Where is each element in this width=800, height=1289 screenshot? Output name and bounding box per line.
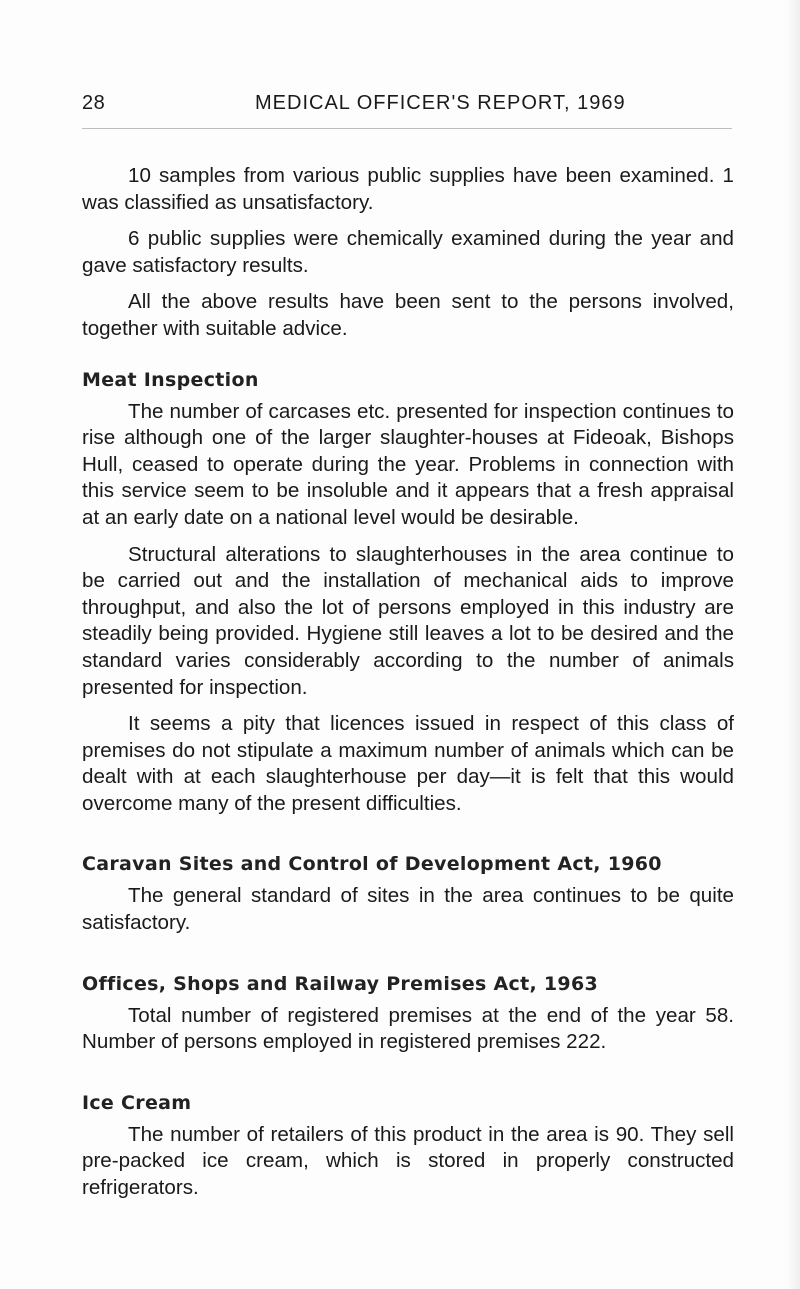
section-heading: Meat Inspection [82, 368, 259, 391]
paragraph: Structural alterations to slaughterhouses in the area continue to be carried out and the installation of mechanical aids to improve throughput, and also the lot of persons employed in this industry are steadily being provided. Hygiene still leaves a lot to be desired and the standard varies considerably according to the number of animals presented for inspection. [82, 542, 734, 699]
meat-inspection-section [82, 367, 734, 818]
page-edge-shadow [786, 0, 800, 1289]
paragraph: The general standard of sites in the area continues to be quite satisfactory. [82, 884, 734, 935]
paragraph: 10 samples from various public supplies have been examined. 1 was classified as unsatisfactory. [82, 164, 734, 214]
paragraph: Total number of registered premises at the end of the year 58. Number of persons employed in registered premises 222. [82, 1003, 734, 1054]
offices-shops-section [82, 971, 734, 1056]
caravan-sites-section [82, 851, 734, 936]
paragraph: The number of carcases etc. presented for inspection continues to rise although one of the larger slaughter-houses at Fideoak, Bishops Hull, ceased to operate during the year. Problems in connection with this service seem to be insoluble and it appears that a fresh appraisal at an early date on a national level would be desirable. [82, 399, 734, 529]
paragraph: It seems a pity that licences issued in respect of this class of premises do not stipulate a maximum number of animals which can be dealt with at each slaughterhouse per day—it is felt that this would overcome many of the present difficulties. [82, 712, 734, 815]
ice-cream-section [82, 1090, 734, 1202]
page-header [82, 92, 732, 122]
paragraph: 6 public supplies were chemically examined during the year and gave satisfactory results. [82, 227, 734, 277]
section-heading: Ice Cream [82, 1091, 192, 1114]
section-heading: Caravan Sites and Control of Development Act, 1960 [82, 853, 662, 876]
header-rule [82, 128, 732, 129]
water-supply-section [82, 163, 734, 343]
section-heading: Offices, Shops and Railway Premises Act, 1963 [82, 972, 598, 995]
page-body [82, 163, 734, 1212]
running-title: MEDICAL OFFICER'S REPORT, 1969 [255, 92, 626, 114]
paragraph: All the above results have been sent to the persons involved, together with suitable advice. [82, 290, 734, 340]
paragraph: The number of retailers of this product in the area is 90. They sell pre-packed ice cream, which is stored in properly constructed refrigerators. [82, 1122, 734, 1200]
page-number: 28 [82, 92, 106, 114]
